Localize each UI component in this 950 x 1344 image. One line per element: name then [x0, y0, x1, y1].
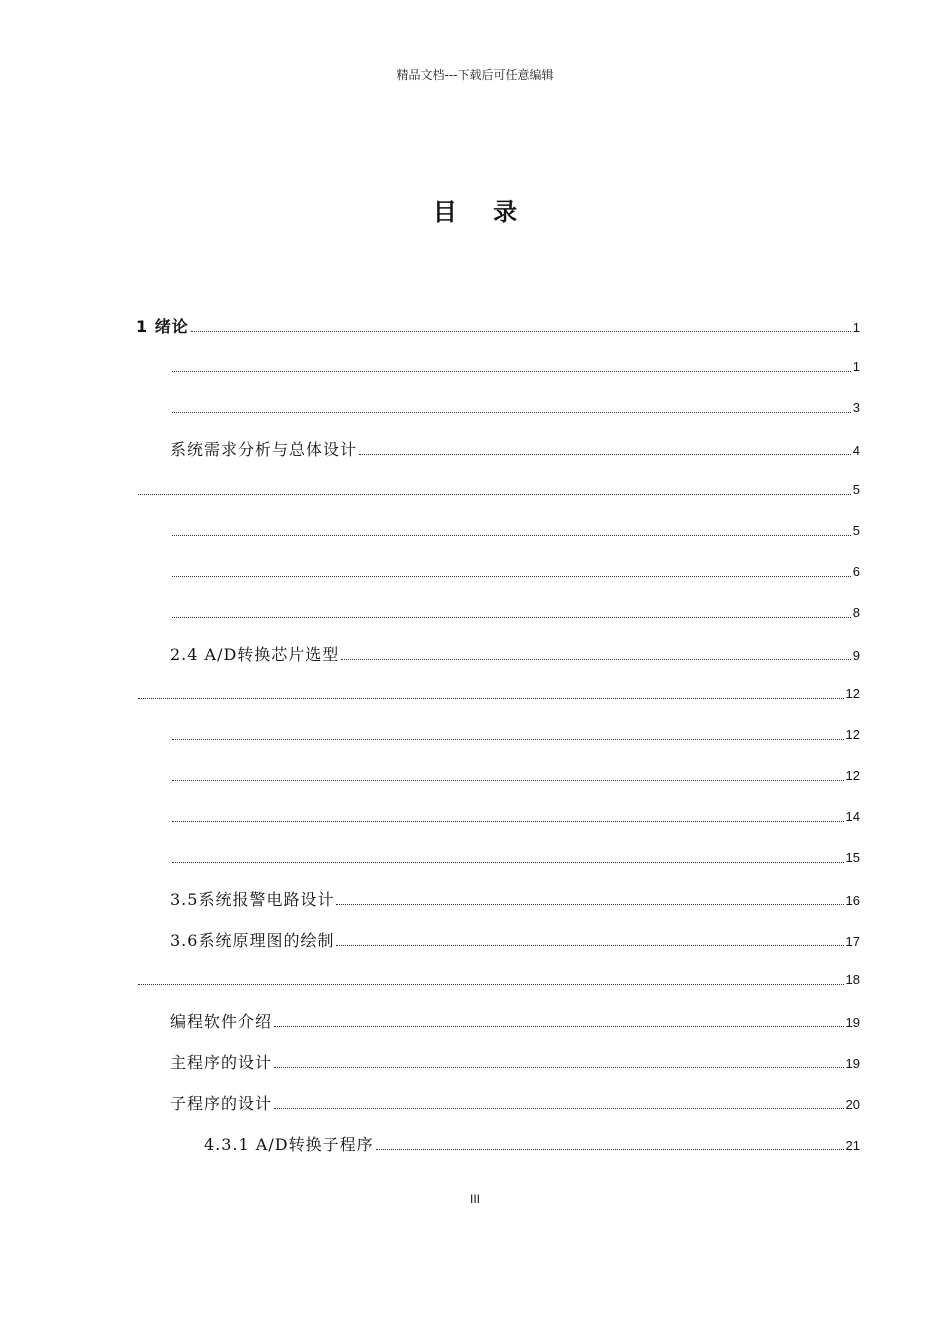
toc-entry[interactable] — [136, 683, 860, 705]
toc-entry[interactable] — [170, 806, 860, 828]
toc-entry-page: 16 — [845, 893, 860, 908]
toc-title: 目 录 — [432, 198, 532, 226]
toc-entry-page: 17 — [845, 934, 860, 949]
toc-entry-page: 8 — [852, 605, 860, 620]
toc-entry[interactable] — [170, 1052, 860, 1074]
toc-leader-dots — [172, 617, 851, 618]
toc-leader-dots — [172, 739, 844, 740]
toc-leader-dots — [138, 494, 851, 495]
toc-leader-dots — [274, 1026, 844, 1027]
toc-leader-dots — [341, 659, 850, 660]
toc-leader-dots — [274, 1108, 844, 1109]
toc-entry-page: 9 — [852, 648, 860, 663]
toc-entry-page: 1 — [852, 359, 860, 374]
toc-entry-page: 6 — [852, 564, 860, 579]
toc-entry-page: 18 — [845, 972, 860, 987]
toc-entry[interactable] — [136, 316, 860, 338]
toc-leader-dots — [359, 454, 851, 455]
toc-entry-label: 4.3.1 A/D转换子程序 — [204, 1135, 374, 1154]
toc-entry[interactable] — [170, 602, 860, 624]
toc-entry-page: 12 — [845, 768, 860, 783]
toc-entry[interactable] — [170, 1011, 860, 1033]
toc-leader-dots — [172, 371, 851, 372]
toc-entry[interactable] — [136, 969, 860, 991]
toc-leader-dots — [172, 535, 851, 536]
toc-entry[interactable] — [170, 397, 860, 419]
toc-entry[interactable] — [170, 644, 860, 666]
toc-entry-page: 12 — [845, 686, 860, 701]
page-header: 精品文档---下载后可任意编辑 — [396, 68, 554, 82]
toc-entry-label: 1 绪论 — [136, 317, 189, 336]
toc-entry-label: 2.4 A/D转换芯片选型 — [170, 645, 340, 664]
page-number: III — [469, 1192, 480, 1206]
toc-entry[interactable] — [170, 1093, 860, 1115]
toc-entry-page: 14 — [845, 809, 860, 824]
toc-entry[interactable] — [170, 765, 860, 787]
toc-entry-page: 21 — [845, 1138, 860, 1153]
toc-entry-label: 主程序的设计 — [170, 1053, 273, 1072]
toc-entry-label: 系统需求分析与总体设计 — [170, 440, 358, 459]
toc-entry[interactable] — [170, 930, 860, 952]
toc-entry-page: 19 — [845, 1015, 860, 1030]
toc-leader-dots — [336, 945, 843, 946]
toc-leader-dots — [138, 698, 844, 699]
toc-leader-dots — [274, 1067, 844, 1068]
toc-entry-label: 3.5系统报警电路设计 — [170, 890, 335, 909]
toc-entry-label: 子程序的设计 — [170, 1094, 273, 1113]
toc-entry[interactable] — [170, 356, 860, 378]
toc-entry-page: 3 — [852, 400, 860, 415]
toc-entry-page: 4 — [852, 443, 860, 458]
toc-entry-page: 5 — [852, 523, 860, 538]
toc-entry[interactable] — [170, 889, 860, 911]
toc-entry-label: 3.6系统原理图的绘制 — [170, 931, 335, 950]
toc-entry-page: 15 — [845, 850, 860, 865]
toc-leader-dots — [172, 862, 844, 863]
toc-entry[interactable] — [136, 479, 860, 501]
toc-leader-dots — [172, 576, 851, 577]
toc-entry[interactable] — [170, 520, 860, 542]
toc-leader-dots — [191, 331, 851, 332]
toc-leader-dots — [376, 1149, 844, 1150]
toc-entry-page: 19 — [845, 1056, 860, 1071]
toc-entry[interactable] — [170, 439, 860, 461]
toc-leader-dots — [172, 780, 844, 781]
toc-entry-page: 20 — [845, 1097, 860, 1112]
toc-entry-page: 12 — [845, 727, 860, 742]
toc-entry[interactable] — [170, 561, 860, 583]
toc-entry[interactable] — [204, 1134, 860, 1156]
toc-entry-page: 5 — [852, 482, 860, 497]
toc-entry-page: 1 — [852, 320, 860, 335]
toc-entry-label: 编程软件介绍 — [170, 1012, 273, 1031]
toc-entry[interactable] — [170, 847, 860, 869]
toc-leader-dots — [138, 984, 844, 985]
toc-leader-dots — [172, 412, 851, 413]
toc-leader-dots — [172, 821, 844, 822]
toc-leader-dots — [336, 904, 843, 905]
toc-entry[interactable] — [170, 724, 860, 746]
